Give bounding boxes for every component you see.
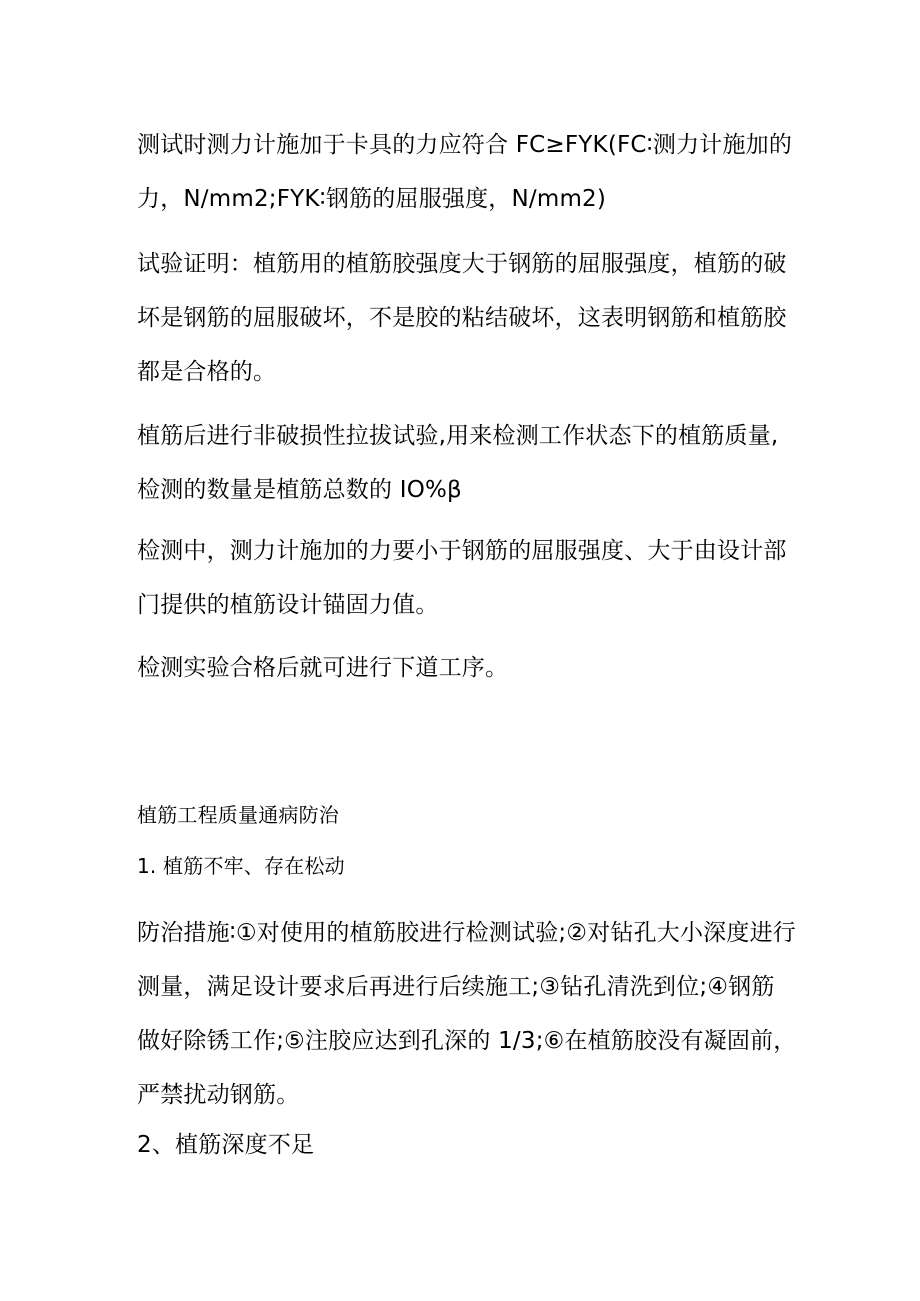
paragraph-test-proof: 试验证明：植筋用的植筋胶强度大于钢筋的屈服强度，植筋的破坏是钢筋的屈服破坏，不是胶的粘结破坏，这表明钢筋和植筋胶都是合格的。 — [137, 251, 787, 385]
section-title: 植筋工程质量通病防治 — [137, 803, 339, 827]
paragraph-next-step: 检测实验合格后就可进行下道工序。 — [137, 655, 509, 681]
paragraph-load-requirement: 测试时测力计施加于卡具的力应符合 FC≥FYK(FC∶测力计施加的力，N∕mm2;FYK∶钢筋的屈服强度，N∕mm2) — [137, 132, 793, 212]
paragraph-pullout-test: 植筋后进行非破损性拉拔试验,用来检测工作状态下的植筋质量,检测的数量是植筋总数的 IO%β — [137, 423, 779, 503]
item-1-title: 1. 植筋不牢、存在松动 — [137, 854, 345, 878]
item-1-measures: 防治措施∶①对使用的植筋胶进行检测试验;②对钻孔大小深度进行测量，满足设计要求后再进行后续施工;③钻孔清洗到位;④钢筋做好除锈工作;⑤注胶应达到孔深的 1/3;⑥在植筋胶没有凝固前，严禁扰动钢筋。 — [137, 920, 797, 1108]
item-2-title: 2、植筋深度不足 — [137, 1132, 315, 1158]
paragraph-testing-force: 检测中，测力计施加的力要小于钢筋的屈服强度、大于由设计部门提供的植筋设计锚固力值。 — [137, 538, 787, 618]
